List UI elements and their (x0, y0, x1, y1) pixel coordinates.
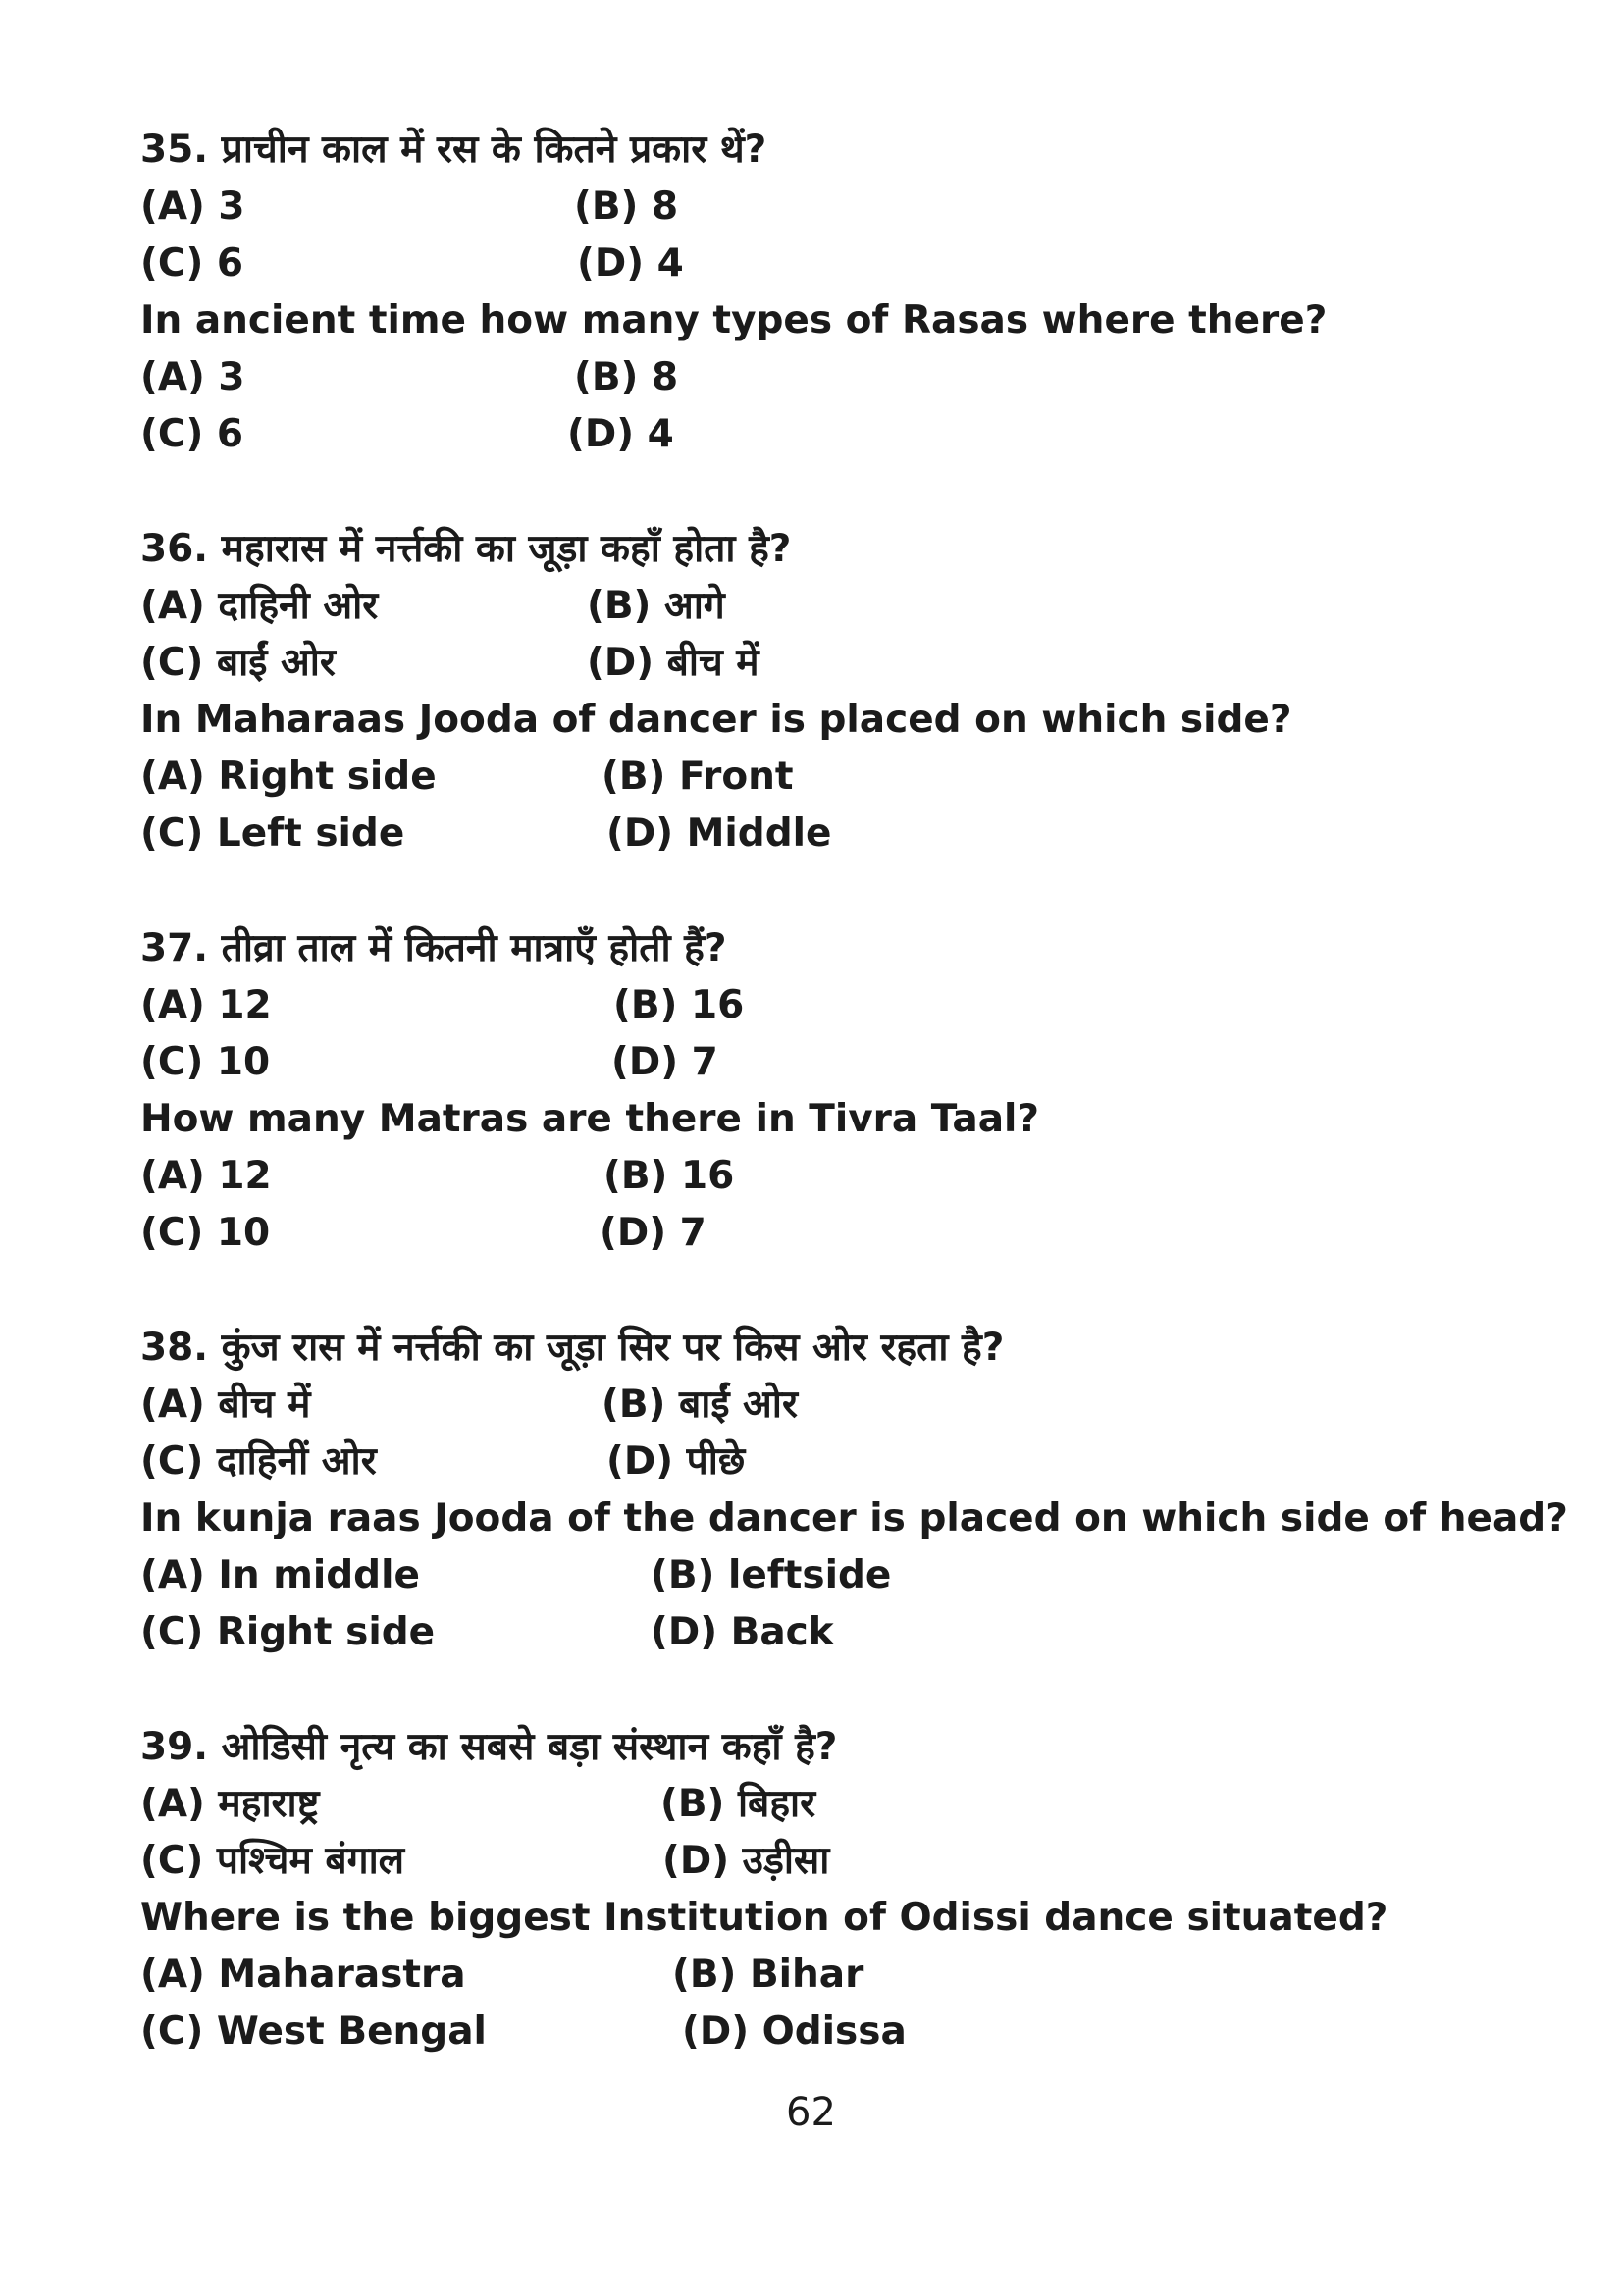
option-d: (D) 7 (611, 1040, 718, 1084)
question-english-text: How many Matras are there in Tivra Taal? (140, 1097, 1040, 1141)
option-b: (B) Front (602, 755, 794, 799)
hindi-options-row-1 (140, 179, 1534, 235)
english-options-row-2 (140, 1205, 1534, 1262)
option-b: (B) 8 (574, 355, 679, 399)
option-c: (C) Left side (140, 811, 405, 856)
option-a: (A) 3 (140, 355, 245, 399)
question-english-text: In Maharaas Jooda of dancer is placed on which side? (140, 698, 1292, 742)
english-options-row-2 (140, 1604, 1534, 1661)
english-options-row-1 (140, 749, 1534, 806)
question-english-text: In ancient time how many types of Rasas where there? (140, 298, 1328, 342)
hindi-options-row-1 (140, 1377, 1534, 1434)
option-a: (A) महाराष्ट्र (140, 1782, 320, 1826)
question-hindi-text: 39. ओडिसी नृत्य का सबसे बड़ा संस्थान कहाँ है? (140, 1725, 838, 1769)
question-36 (140, 521, 1534, 862)
option-c: (C) पश्चिम बंगाल (140, 1839, 405, 1883)
hindi-options-row-2 (140, 1833, 1534, 1890)
english-options-row-2 (140, 806, 1534, 862)
option-d: (D) Odissa (682, 2009, 907, 2054)
question-english-text: In kunja raas Jooda of the dancer is placed on which side of head? (140, 1496, 1568, 1540)
option-b: (B) 16 (603, 1154, 735, 1198)
hindi-options-row-1 (140, 1776, 1534, 1833)
option-c: (C) दाहिनीं ओर (140, 1439, 377, 1484)
question-hindi-text: 35. प्राचीन काल में रस के कितने प्रकार थें? (140, 128, 767, 172)
option-a: (A) 3 (140, 184, 245, 229)
hindi-options-row-2 (140, 635, 1534, 692)
english-options-row-2 (140, 406, 1534, 463)
option-b: (B) आगे (587, 584, 725, 628)
question-39 (140, 1719, 1534, 2061)
option-c: (C) 10 (140, 1211, 271, 1255)
option-d: (D) 4 (577, 241, 684, 286)
hindi-options-row-2 (140, 1034, 1534, 1091)
option-b: (B) Bihar (672, 1953, 864, 1997)
option-c: (C) बाईं ओर (140, 641, 336, 685)
english-options-row-1 (140, 1547, 1534, 1604)
question-hindi-text: 36. महारास में नर्त्तकी का जूड़ा कहाँ होता है? (140, 527, 792, 571)
english-options-row-1 (140, 349, 1534, 406)
option-a: (A) 12 (140, 983, 272, 1027)
option-b: (B) 8 (574, 184, 679, 229)
option-d: (D) बीच में (587, 641, 759, 685)
question-38 (140, 1320, 1568, 1661)
option-b: (B) 16 (613, 983, 745, 1027)
page-number: 62 (786, 2090, 836, 2135)
hindi-options-row-2 (140, 1434, 1534, 1490)
option-a: (A) Right side (140, 755, 437, 799)
option-a: (A) दाहिनी ओर (140, 584, 379, 628)
option-a: (A) Maharastra (140, 1953, 466, 1997)
option-c: (C) Right side (140, 1610, 436, 1654)
option-c: (C) 6 (140, 241, 243, 286)
option-b: (B) leftside (651, 1553, 892, 1597)
question-english-text: Where is the biggest Institution of Odissi dance situated? (140, 1896, 1388, 1940)
hindi-options-row-1 (140, 578, 1534, 635)
option-d: (D) 4 (567, 412, 674, 456)
option-a: (A) बीच में (140, 1383, 311, 1427)
option-b: (B) बाईं ओर (602, 1383, 798, 1427)
option-d: (D) Middle (606, 811, 832, 856)
question-35 (140, 122, 1534, 463)
option-a: (A) In middle (140, 1553, 420, 1597)
option-c: (C) 10 (140, 1040, 271, 1084)
option-d: (D) उड़ीसा (662, 1839, 830, 1883)
option-b: (B) बिहार (660, 1782, 816, 1826)
question-37 (140, 920, 1534, 1262)
option-c: (C) 6 (140, 412, 243, 456)
hindi-options-row-2 (140, 235, 1534, 292)
option-c: (C) West Bengal (140, 2009, 487, 2054)
english-options-row-2 (140, 2004, 1534, 2061)
option-a: (A) 12 (140, 1154, 272, 1198)
english-options-row-1 (140, 1148, 1534, 1205)
question-hindi-text: 38. कुंज रास में नर्त्तकी का जूड़ा सिर पर किस ओर रहता है? (140, 1326, 1005, 1370)
english-options-row-1 (140, 1947, 1534, 2004)
option-d: (D) 7 (600, 1211, 706, 1255)
option-d: (D) Back (651, 1610, 834, 1654)
option-d: (D) पीछे (606, 1439, 746, 1484)
hindi-options-row-1 (140, 977, 1534, 1034)
question-hindi-text: 37. तीव्रा ताल में कितनी मात्राएँ होती हैं? (140, 926, 727, 970)
